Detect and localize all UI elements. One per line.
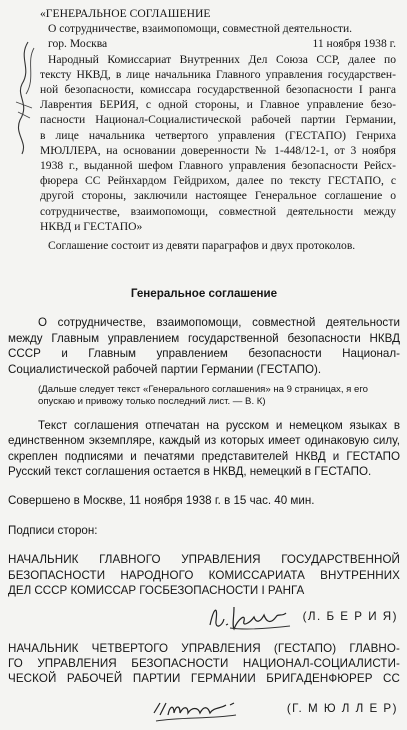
excerpt-line: ной безопасности, комиссара государственной безопасности I ранга [40, 83, 396, 97]
excerpt-place: гор. Москва [48, 37, 108, 51]
editor-note: (Дальше следует текст «Генерального соглашения» на 9 страницах, я его опускаю и привожу только последний лист. — В. К) [38, 384, 368, 408]
excerpt-line: НКВД и ГЕСТАПО» [40, 219, 143, 233]
excerpt-line: тексту НКВД, в лице начальника Главного управления государствен- [40, 67, 396, 81]
sig1-title-line: БЕЗОПАСНОСТИ НАРОДНОГО КОМИССАРИАТА ВНУТРЕННИХ [8, 568, 400, 582]
excerpt-line: пасности Национал-Социалистической рабочей партии Германии, [40, 113, 396, 127]
agreement-intro: О сотрудничестве, взаимопомощи, совместной деятельности между Главным управлением государственной безопасности НКВД СССР и Главным управлением безопасности Национал-Социалистической рабочей партии Германии (ГЕСТАПО). [8, 316, 400, 376]
typeset-agreement [8, 286, 400, 727]
excerpt-line: другой стороны, заключили настоящее Генеральное соглашение о [40, 189, 396, 203]
signature-block-nkvd [8, 552, 400, 634]
sig2-title-line: ЧЕСКОЙ РАБОЧЕЙ ПАРТИИ ГЕРМАНИИ БРИГАДЕНФЮРЕР СС [8, 672, 400, 686]
agreement-text-paragraph: Текст соглашения отпечатан на русском и немецком языках в единственном экземпляре, каждый из которых имеет одинаковую силу, скреплен подписями и печатями представителей НКВД и ГЕСТАПО Русский текст соглашения остается в НКВД, немецкий в ГЕСТАПО. [8, 418, 400, 479]
excerpt-line: МЮЛЛЕРА, на основании доверенности № 1-448/12-1, от 3 ноября [40, 143, 396, 157]
done-line: Совершено в Москве, 11 ноября 1938 г. в 15 час. 40 мин. [8, 494, 315, 508]
excerpt-summary: Соглашение состоит из девяти параграфов и двух протоколов. [48, 239, 356, 253]
excerpt-line: фюрера СС Рейнхардом Гейдрихом, далее по тексту ГЕСТАПО, с [40, 174, 396, 188]
sig2-title-line: НАЧАЛЬНИК ЧЕТВЕРТОГО УПРАВЛЕНИЯ (ГЕСТАПО) ГЛАВНО- [8, 641, 400, 655]
excerpt-line: 1938 г., выданной шефом Главного управления безопасности Рейсх- [40, 159, 396, 173]
excerpt-date: 11 ноября 1938 г. [312, 37, 396, 51]
excerpt-line: Народный Комиссариат Внутренних Дел Союза ССР, далее по [48, 52, 396, 66]
sig1-printed-name: (Л. Б Е Р И Я) [302, 609, 398, 623]
excerpt-title: «ГЕНЕРАЛЬНОЕ СОГЛАШЕНИЕ [40, 7, 211, 20]
sig2-title-line: ГО УПРАВЛЕНИЯ БЕЗОПАСНОСТИ НАЦИОНАЛ-СОЦИАЛИСТИ- [8, 656, 400, 670]
original-document-excerpt [40, 6, 396, 253]
beria-signature-image [204, 599, 296, 633]
sig2-row [8, 687, 400, 727]
agreement-heading: Генеральное соглашение [130, 287, 278, 300]
excerpt-line: Лаврентия БЕРИЯ, с одной стороны, и Главное управление безо- [40, 98, 396, 112]
excerpt-subtitle: О сотрудничестве, взаимопомощи, совместной деятельности. [48, 22, 353, 36]
sig1-title-line: ДЕЛ СССР КОМИССАР ГОСБЕЗОПАСНОСТИ I РАНГА [8, 584, 305, 598]
place-date-line [40, 36, 396, 51]
excerpt-line: сотрудничестве, взаимопомощи, совместной деятельности между [40, 204, 396, 218]
mueller-signature-image [150, 691, 238, 725]
excerpt-line: в лице начальника четвертого управления (ГЕСТАПО) Генриха [40, 128, 396, 142]
margin-handwriting-mark [10, 38, 40, 158]
sig1-title-line: НАЧАЛЬНИК ГЛАВНОГО УПРАВЛЕНИЯ ГОСУДАРСТВЕННОЙ [8, 553, 400, 567]
sig1-row [8, 599, 400, 635]
sig2-printed-name: (Г. М Ю Л Л Е Р) [286, 701, 398, 715]
signature-block-gestapo [8, 641, 400, 727]
signatures-label: Подписи сторон: [8, 523, 98, 537]
